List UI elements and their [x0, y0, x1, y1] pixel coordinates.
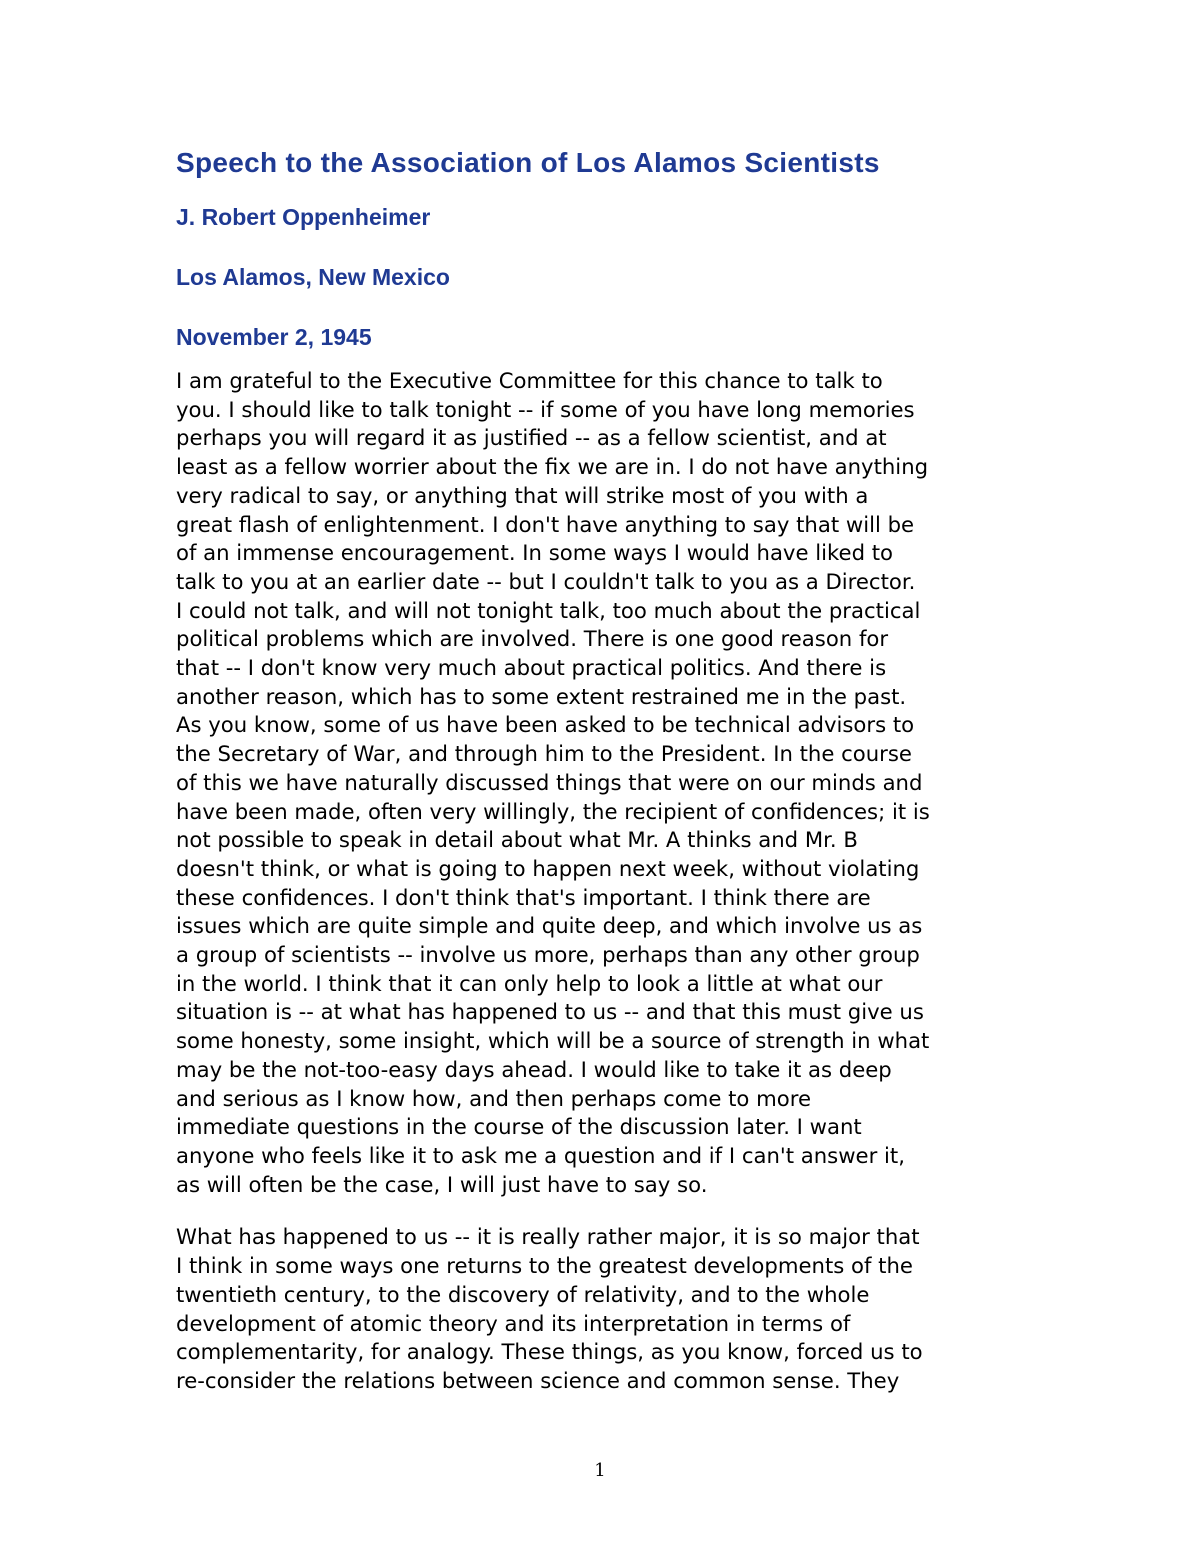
text-line: great flash of enlightenment. I don't have anything to say that will be	[176, 511, 915, 537]
text-line: very radical to say, or anything that will strike most of you with a	[176, 482, 869, 508]
text-line: I think in some ways one returns to the greatest developments of the	[176, 1253, 913, 1279]
text-line: not possible to speak in detail about what Mr. A thinks and Mr. B	[176, 827, 858, 853]
text-line: a group of scientists -- involve us more, perhaps than any other group	[176, 942, 920, 968]
text-line: another reason, which has to some extent restrained me in the past.	[176, 683, 907, 709]
text-line: have been made, often very willingly, the recipient of confidences; it is	[176, 798, 930, 824]
text-line: issues which are quite simple and quite deep, and which involve us as	[176, 913, 923, 939]
text-line: What has happened to us -- it is really rather major, it is so major that	[176, 1224, 920, 1250]
text-line: as will often be the case, I will just have to say so.	[176, 1171, 708, 1197]
text-line: that -- I don't know very much about practical politics. And there is	[176, 655, 887, 681]
text-line: twentieth century, to the discovery of relativity, and to the whole	[176, 1281, 870, 1307]
text-line: least as a fellow worrier about the fix we are in. I do not have anything	[176, 454, 929, 480]
text-line: and serious as I know how, and then perhaps come to more	[176, 1085, 811, 1111]
author-name: J. Robert Oppenheimer	[176, 204, 431, 230]
text-line: may be the not-too-easy days ahead. I would like to take it as deep	[176, 1056, 892, 1082]
speech-date: November 2, 1945	[176, 324, 372, 350]
text-line: in the world. I think that it can only help to look a little at what our	[176, 970, 883, 996]
text-line: complementarity, for analogy. These things, as you know, forced us to	[176, 1339, 923, 1365]
text-line: perhaps you will regard it as justified -- as a fellow scientist, and at	[176, 425, 887, 451]
document-content	[176, 143, 1036, 1396]
page-number: 1	[594, 1460, 606, 1481]
text-line: re-consider the relations between science and common sense. They	[176, 1367, 900, 1393]
text-line: development of atomic theory and its interpretation in terms of	[176, 1310, 851, 1336]
text-line: you. I should like to talk tonight -- if some of you have long memories	[176, 396, 915, 422]
text-line: immediate questions in the course of the discussion later. I want	[176, 1114, 862, 1140]
body-paragraph-1	[176, 367, 1036, 1199]
text-line: political problems which are involved. There is one good reason for	[176, 626, 889, 652]
body-paragraph-2	[176, 1223, 1036, 1395]
text-line: anyone who feels like it to ask me a question and if I can't answer it,	[176, 1142, 905, 1168]
text-line: these confidences. I don't think that's important. I think there are	[176, 884, 871, 910]
text-line: situation is -- at what has happened to us -- and that this must give us	[176, 999, 924, 1025]
speech-location: Los Alamos, New Mexico	[176, 264, 450, 290]
text-line: doesn't think, or what is going to happen next week, without violating	[176, 855, 920, 881]
text-line: I am grateful to the Executive Committee for this chance to talk to	[176, 368, 883, 393]
text-line: I could not talk, and will not tonight talk, too much about the practical	[176, 597, 921, 623]
text-line: talk to you at an earlier date -- but I couldn't talk to you as a Director.	[176, 568, 916, 594]
text-line: of this we have naturally discussed things that were on our minds and	[176, 769, 923, 795]
text-line: the Secretary of War, and through him to the President. In the course	[176, 741, 912, 767]
document-title: Speech to the Association of Los Alamos Scientists	[176, 147, 880, 178]
text-line: of an immense encouragement. In some ways I would have liked to	[176, 540, 894, 566]
text-line: some honesty, some insight, which will be a source of strength in what	[176, 1028, 930, 1054]
text-line: As you know, some of us have been asked to be technical advisors to	[176, 712, 915, 738]
